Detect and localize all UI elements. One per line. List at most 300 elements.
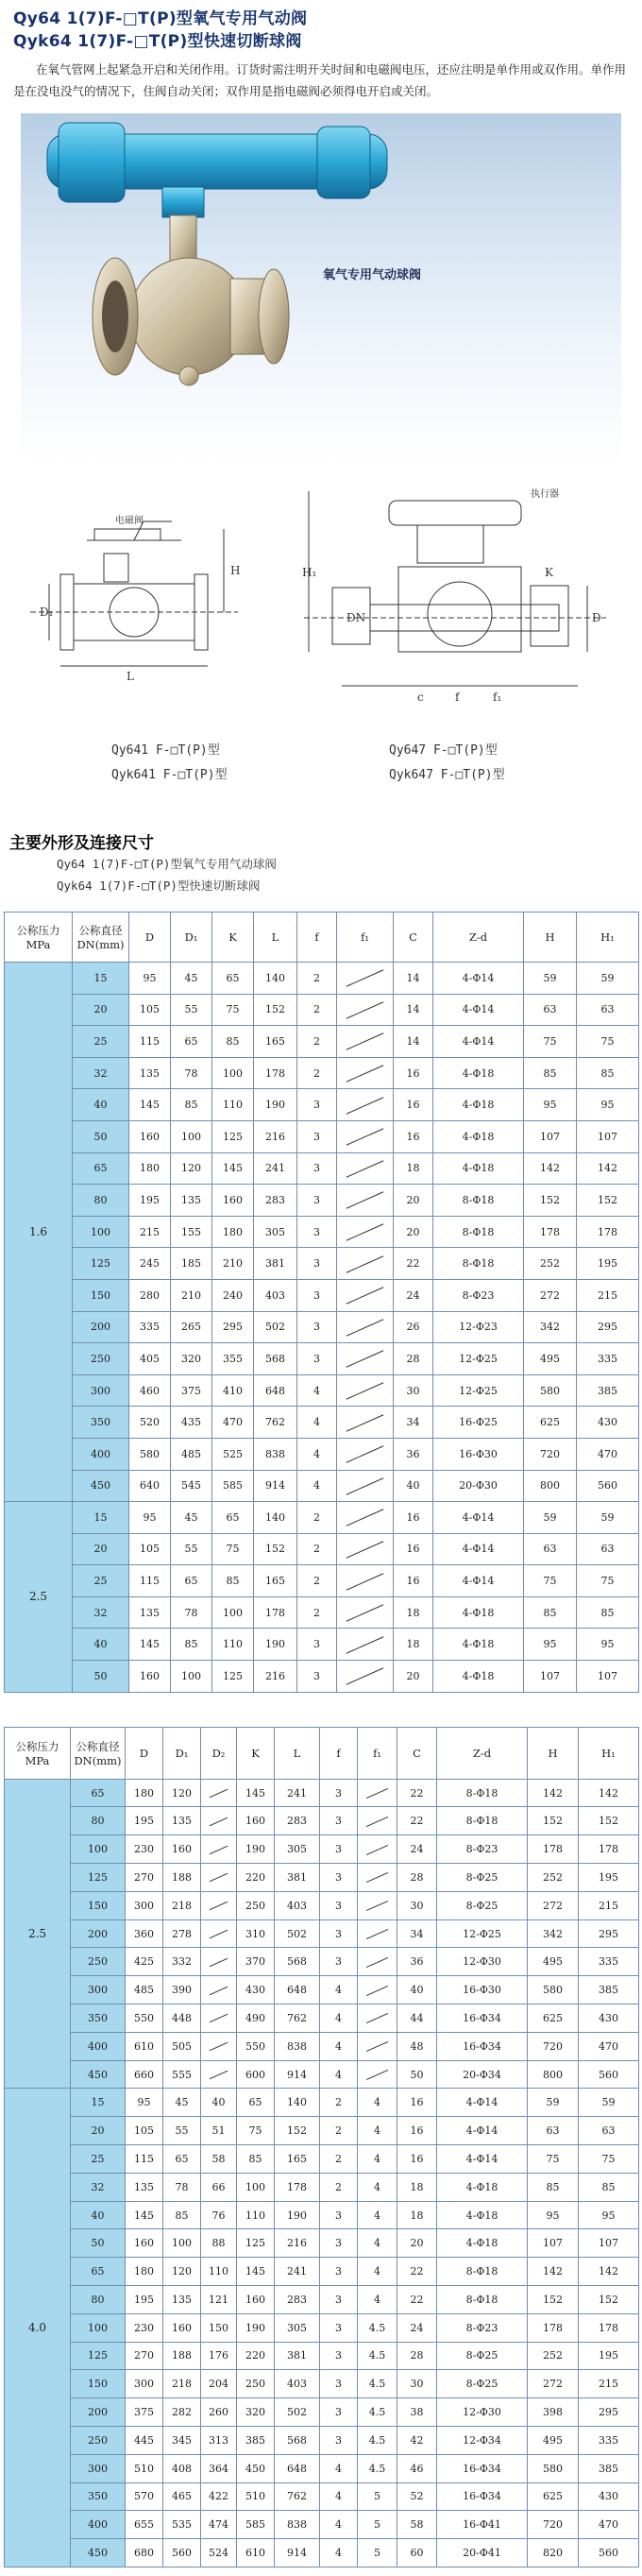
column-header: f xyxy=(320,1727,358,1779)
value-cell: 95 xyxy=(524,1629,577,1661)
value-cell: 150 xyxy=(201,2313,237,2342)
dn-cell: 300 xyxy=(73,1374,129,1407)
value-cell: 4-Φ14 xyxy=(433,1565,524,1597)
value-cell: 12-Φ25 xyxy=(433,1374,524,1407)
value-cell: 12-Φ30 xyxy=(437,2398,528,2427)
value-cell: 40 xyxy=(397,1976,437,2005)
pressure-group-cell: 1.6 xyxy=(5,963,73,1502)
value-cell: 250 xyxy=(237,2370,275,2398)
value-cell: 75 xyxy=(212,994,254,1026)
value-cell: 110 xyxy=(201,2258,237,2286)
value-cell: 4 xyxy=(358,2173,397,2201)
table-row xyxy=(5,2286,639,2314)
column-header: C xyxy=(394,913,433,963)
value-cell: 59 xyxy=(524,1502,577,1534)
value-cell: 3 xyxy=(320,2201,358,2229)
value-cell: 8-Φ18 xyxy=(433,1216,524,1248)
value-cell: 78 xyxy=(171,1596,212,1629)
value-cell: 283 xyxy=(275,1807,320,1835)
value-cell: 215 xyxy=(579,2370,639,2398)
value-cell: 410 xyxy=(212,1374,254,1407)
value-cell: 20 xyxy=(394,1185,433,1217)
value-cell: 18 xyxy=(394,1629,433,1661)
value-cell: 385 xyxy=(577,1374,639,1407)
column-header: Z-d xyxy=(433,913,524,963)
empty-slash-cell xyxy=(337,1407,394,1439)
table-row xyxy=(5,1661,639,1693)
dn-cell: 450 xyxy=(71,2060,126,2089)
dn-cell: 80 xyxy=(71,1807,126,1835)
value-cell: 914 xyxy=(275,2060,320,2089)
value-cell: 16 xyxy=(394,1057,433,1089)
value-cell: 140 xyxy=(254,1502,297,1534)
product-description: 在氧气管网上起紧急开启和关闭作用。订货时需注明开关时间和电磁阀电压，还应注明是单作用或双作用。单作用是在没电没气的情况下，住阀自动关闭；双作用是指电磁阀必须得电开启或关闭。 xyxy=(13,62,627,98)
value-cell: 195 xyxy=(577,1248,639,1280)
value-cell: 95 xyxy=(579,2201,639,2229)
value-cell: 560 xyxy=(579,2060,639,2089)
value-cell: 4 xyxy=(320,2454,358,2482)
value-cell: 8-Φ18 xyxy=(437,2258,528,2286)
value-cell: 16-Φ25 xyxy=(433,1407,524,1439)
drawing-left xyxy=(30,521,241,666)
empty-slash-cell xyxy=(337,1279,394,1311)
value-cell: 295 xyxy=(579,2398,639,2427)
value-cell: 85 xyxy=(528,2173,579,2201)
column-header: L xyxy=(254,913,297,963)
value-cell: 160 xyxy=(212,1185,254,1217)
value-cell: 8-Φ18 xyxy=(437,1779,528,1807)
value-cell: 76 xyxy=(201,2201,237,2229)
value-cell: 3 xyxy=(297,1661,337,1693)
value-cell: 385 xyxy=(579,2454,639,2482)
value-cell: 55 xyxy=(171,1533,212,1565)
value-cell: 525 xyxy=(212,1438,254,1470)
value-cell: 165 xyxy=(275,2145,320,2174)
value-cell: 4 xyxy=(320,2511,358,2539)
value-cell: 85 xyxy=(524,1596,577,1629)
value-cell: 3 xyxy=(320,2370,358,2398)
value-cell: 4 xyxy=(320,2482,358,2511)
dn-cell: 65 xyxy=(71,1779,126,1807)
value-cell: 448 xyxy=(163,2005,201,2033)
value-cell: 838 xyxy=(275,2511,320,2539)
value-cell: 107 xyxy=(577,1120,639,1152)
value-cell: 555 xyxy=(163,2060,201,2089)
value-cell: 95 xyxy=(524,1089,577,1121)
table-row xyxy=(5,2398,639,2427)
value-cell: 4.5 xyxy=(358,2342,397,2370)
empty-slash-cell xyxy=(337,1089,394,1121)
value-cell: 568 xyxy=(275,2426,320,2454)
table-row xyxy=(5,1026,639,1058)
value-cell: 26 xyxy=(394,1311,433,1343)
value-cell: 210 xyxy=(212,1248,254,1280)
value-cell: 430 xyxy=(577,1407,639,1439)
value-cell: 30 xyxy=(394,1374,433,1407)
value-cell: 4-Φ18 xyxy=(433,1661,524,1693)
empty-slash-cell xyxy=(337,1248,394,1280)
value-cell: 20-Φ30 xyxy=(433,1470,524,1502)
value-cell: 59 xyxy=(579,2089,639,2117)
drawing-right-caption-1: Qy647 F-□T(P)型 xyxy=(389,743,498,758)
dn-cell: 200 xyxy=(71,1919,126,1948)
value-cell: 252 xyxy=(524,1248,577,1280)
value-cell: 272 xyxy=(528,2370,579,2398)
value-cell: 4-Φ18 xyxy=(437,2201,528,2229)
value-cell: 40 xyxy=(394,1470,433,1502)
value-cell: 470 xyxy=(579,2511,639,2539)
value-cell: 63 xyxy=(579,2117,639,2145)
dn-cell: 25 xyxy=(71,2145,126,2174)
column-header: K xyxy=(212,913,254,963)
value-cell: 310 xyxy=(237,1919,275,1948)
empty-slash-cell xyxy=(337,1026,394,1058)
value-cell: 180 xyxy=(129,1152,171,1185)
value-cell: 65 xyxy=(171,1026,212,1058)
dn-cell: 250 xyxy=(71,1948,126,1976)
value-cell: 16-Φ34 xyxy=(437,2482,528,2511)
dn-cell: 300 xyxy=(71,1976,126,2005)
value-cell: 270 xyxy=(126,1864,163,1892)
value-cell: 381 xyxy=(254,1248,297,1280)
value-cell: 838 xyxy=(254,1438,297,1470)
empty-slash-cell xyxy=(201,1864,237,1892)
dn-cell: 25 xyxy=(73,1565,129,1597)
value-cell: 85 xyxy=(577,1596,639,1629)
table-row xyxy=(5,1835,639,1864)
value-cell: 4 xyxy=(358,2145,397,2174)
value-cell: 800 xyxy=(528,2060,579,2089)
value-cell: 178 xyxy=(254,1057,297,1089)
value-cell: 560 xyxy=(577,1470,639,1502)
value-cell: 78 xyxy=(171,1057,212,1089)
value-cell: 152 xyxy=(579,2286,639,2314)
table-row xyxy=(5,2005,639,2033)
value-cell: 55 xyxy=(171,994,212,1026)
value-cell: 30 xyxy=(397,1891,437,1919)
value-cell: 3 xyxy=(320,1919,358,1948)
table-row xyxy=(5,2313,639,2342)
value-cell: 4 xyxy=(297,1374,337,1407)
column-header: D xyxy=(129,913,171,963)
column-header: 公称压力 MPa xyxy=(5,1727,71,1779)
dn-cell: 150 xyxy=(73,1279,129,1311)
value-cell: 100 xyxy=(237,2173,275,2201)
value-cell: 145 xyxy=(129,1089,171,1121)
empty-slash-cell xyxy=(337,1152,394,1185)
value-cell: 375 xyxy=(126,2398,163,2427)
value-cell: 178 xyxy=(579,2313,639,2342)
table-row xyxy=(5,1311,639,1343)
value-cell: 22 xyxy=(397,1779,437,1807)
value-cell: 580 xyxy=(528,2454,579,2482)
value-cell: 398 xyxy=(528,2398,579,2427)
value-cell: 20 xyxy=(397,2229,437,2258)
value-cell: 85 xyxy=(212,1565,254,1597)
value-cell: 300 xyxy=(126,1891,163,1919)
value-cell: 16 xyxy=(394,1089,433,1121)
value-cell: 152 xyxy=(524,1185,577,1217)
value-cell: 270 xyxy=(126,2342,163,2370)
value-cell: 85 xyxy=(237,2145,275,2174)
value-cell: 580 xyxy=(129,1438,171,1470)
value-cell: 120 xyxy=(163,2258,201,2286)
table-row xyxy=(5,1248,639,1280)
value-cell: 8-Φ25 xyxy=(437,1864,528,1892)
value-cell: 52 xyxy=(397,2482,437,2511)
value-cell: 2 xyxy=(297,1596,337,1629)
value-cell: 135 xyxy=(171,1185,212,1217)
value-cell: 241 xyxy=(254,1152,297,1185)
value-cell: 160 xyxy=(163,2313,201,2342)
value-cell: 22 xyxy=(397,2286,437,2314)
value-cell: 125 xyxy=(212,1120,254,1152)
value-cell: 216 xyxy=(254,1120,297,1152)
column-header: f₁ xyxy=(337,913,394,963)
value-cell: 4 xyxy=(320,2060,358,2089)
dn-cell: 450 xyxy=(73,1470,129,1502)
value-cell: 550 xyxy=(126,2005,163,2033)
value-cell: 3 xyxy=(320,2426,358,2454)
dn-cell: 100 xyxy=(73,1216,129,1248)
column-header: D₂ xyxy=(201,1727,237,1779)
value-cell: 252 xyxy=(528,1864,579,1892)
value-cell: 95 xyxy=(528,2201,579,2229)
value-cell: 63 xyxy=(528,2117,579,2145)
product-photo-band xyxy=(21,113,621,463)
value-cell: 283 xyxy=(275,2286,320,2314)
value-cell: 4 xyxy=(358,2089,397,2117)
value-cell: 78 xyxy=(163,2173,201,2201)
table-row xyxy=(5,1407,639,1439)
dn-cell: 65 xyxy=(71,2258,126,2286)
empty-slash-cell xyxy=(358,2060,397,2089)
value-cell: 20-Φ34 xyxy=(437,2060,528,2089)
dn-cell: 80 xyxy=(71,2286,126,2314)
value-cell: 8-Φ23 xyxy=(433,1279,524,1311)
value-cell: 107 xyxy=(524,1661,577,1693)
value-cell: 135 xyxy=(163,2286,201,2314)
value-cell: 16 xyxy=(397,2145,437,2174)
value-cell: 4 xyxy=(320,1976,358,2005)
value-cell: 85 xyxy=(212,1026,254,1058)
column-header: L xyxy=(275,1727,320,1779)
product-title-1: Qy64 1(7)F-□T(P)型氧气专用气动阀 xyxy=(13,9,308,28)
column-header: 公称直径 DN(mm) xyxy=(73,913,129,963)
dim-label-H: H xyxy=(230,564,241,577)
value-cell: 3 xyxy=(297,1248,337,1280)
value-cell: 65 xyxy=(212,963,254,995)
value-cell: 272 xyxy=(528,1891,579,1919)
value-cell: 545 xyxy=(171,1470,212,1502)
value-cell: 430 xyxy=(579,2005,639,2033)
table-row xyxy=(5,1438,639,1470)
value-cell: 470 xyxy=(577,1438,639,1470)
technical-drawings xyxy=(21,463,621,803)
dim-label-f: f xyxy=(455,691,460,704)
value-cell: 2 xyxy=(297,1026,337,1058)
value-cell: 65 xyxy=(171,1565,212,1597)
empty-slash-cell xyxy=(358,2005,397,2033)
value-cell: 4-Φ14 xyxy=(437,2117,528,2145)
empty-slash-cell xyxy=(337,1185,394,1217)
column-header: H xyxy=(528,1727,579,1779)
value-cell: 4 xyxy=(297,1470,337,1502)
dn-cell: 65 xyxy=(73,1152,129,1185)
value-cell: 762 xyxy=(275,2005,320,2033)
value-cell: 625 xyxy=(524,1407,577,1439)
value-cell: 295 xyxy=(577,1311,639,1343)
value-cell: 580 xyxy=(528,1976,579,2005)
value-cell: 85 xyxy=(577,1057,639,1089)
value-cell: 107 xyxy=(524,1120,577,1152)
dim-label-solenoid: 电磁阀 xyxy=(115,516,144,526)
value-cell: 195 xyxy=(579,2342,639,2370)
dn-cell: 15 xyxy=(73,963,129,995)
column-header: H xyxy=(524,913,577,963)
value-cell: 4-Φ14 xyxy=(433,963,524,995)
value-cell: 45 xyxy=(171,963,212,995)
empty-slash-cell xyxy=(337,963,394,995)
value-cell: 145 xyxy=(129,1629,171,1661)
empty-slash-cell xyxy=(358,1948,397,1976)
value-cell: 105 xyxy=(126,2117,163,2145)
empty-slash-cell xyxy=(337,1596,394,1629)
value-cell: 176 xyxy=(201,2342,237,2370)
empty-slash-cell xyxy=(337,1470,394,1502)
value-cell: 720 xyxy=(524,1438,577,1470)
value-cell: 218 xyxy=(163,1891,201,1919)
table-row xyxy=(5,1152,639,1185)
value-cell: 355 xyxy=(212,1343,254,1375)
value-cell: 115 xyxy=(126,2145,163,2174)
value-cell: 16 xyxy=(394,1120,433,1152)
value-cell: 535 xyxy=(163,2511,201,2539)
drawing-right xyxy=(304,491,606,686)
value-cell: 820 xyxy=(528,2539,579,2567)
table-row xyxy=(5,2258,639,2286)
column-header: Z-d xyxy=(437,1727,528,1779)
value-cell: 160 xyxy=(237,1807,275,1835)
column-header: 公称直径 DN(mm) xyxy=(71,1727,126,1779)
value-cell: 655 xyxy=(126,2511,163,2539)
empty-slash-cell xyxy=(358,1891,397,1919)
dn-cell: 125 xyxy=(71,1864,126,1892)
value-cell: 4.5 xyxy=(358,2370,397,2398)
value-cell: 280 xyxy=(129,1279,171,1311)
value-cell: 4-Φ14 xyxy=(437,2089,528,2117)
value-cell: 568 xyxy=(275,1948,320,1976)
column-header: D xyxy=(126,1727,163,1779)
value-cell: 105 xyxy=(129,994,171,1026)
table-header-row xyxy=(5,913,639,963)
value-cell: 4-Φ14 xyxy=(433,1533,524,1565)
empty-slash-cell xyxy=(201,1976,237,2005)
empty-slash-cell xyxy=(201,2005,237,2033)
value-cell: 342 xyxy=(528,1919,579,1948)
table-row xyxy=(5,1596,639,1629)
value-cell: 4-Φ18 xyxy=(437,2229,528,2258)
value-cell: 178 xyxy=(579,1835,639,1864)
value-cell: 75 xyxy=(212,1533,254,1565)
value-cell: 16-Φ34 xyxy=(437,2032,528,2060)
value-cell: 648 xyxy=(275,1976,320,2005)
value-cell: 24 xyxy=(397,2313,437,2342)
value-cell: 250 xyxy=(237,1891,275,1919)
value-cell: 762 xyxy=(275,2482,320,2511)
value-cell: 105 xyxy=(129,1533,171,1565)
value-cell: 218 xyxy=(163,2370,201,2398)
value-cell: 502 xyxy=(275,2398,320,2427)
value-cell: 5 xyxy=(358,2511,397,2539)
value-cell: 3 xyxy=(320,1864,358,1892)
column-header: D₁ xyxy=(163,1727,201,1779)
value-cell: 165 xyxy=(254,1565,297,1597)
value-cell: 610 xyxy=(237,2539,275,2567)
empty-slash-cell xyxy=(337,994,394,1026)
value-cell: 8-Φ18 xyxy=(437,2286,528,2314)
value-cell: 4-Φ14 xyxy=(433,1502,524,1534)
value-cell: 215 xyxy=(579,1891,639,1919)
value-cell: 8-Φ23 xyxy=(437,2313,528,2342)
value-cell: 4-Φ18 xyxy=(437,2173,528,2201)
value-cell: 142 xyxy=(528,2258,579,2286)
value-cell: 8-Φ18 xyxy=(433,1248,524,1280)
table-row xyxy=(5,2173,639,2201)
value-cell: 16-Φ34 xyxy=(437,2454,528,2482)
value-cell: 190 xyxy=(275,2201,320,2229)
value-cell: 390 xyxy=(163,1976,201,2005)
value-cell: 241 xyxy=(275,2258,320,2286)
value-cell: 95 xyxy=(577,1629,639,1661)
value-cell: 4 xyxy=(358,2258,397,2286)
value-cell: 18 xyxy=(394,1596,433,1629)
table-row xyxy=(5,963,639,995)
value-cell: 5 xyxy=(358,2482,397,2511)
value-cell: 370 xyxy=(237,1948,275,1976)
empty-slash-cell xyxy=(201,2060,237,2089)
dim-label-K: K xyxy=(545,566,553,579)
column-header: H₁ xyxy=(577,913,639,963)
dn-cell: 20 xyxy=(71,2117,126,2145)
value-cell: 585 xyxy=(212,1470,254,1502)
dn-cell: 200 xyxy=(73,1311,129,1343)
value-cell: 38 xyxy=(397,2398,437,2427)
value-cell: 46 xyxy=(397,2454,437,2482)
value-cell: 215 xyxy=(129,1216,171,1248)
value-cell: 180 xyxy=(212,1216,254,1248)
value-cell: 16 xyxy=(394,1533,433,1565)
value-cell: 14 xyxy=(394,963,433,995)
value-cell: 2 xyxy=(297,994,337,1026)
value-cell: 495 xyxy=(524,1343,577,1375)
empty-slash-cell xyxy=(337,1343,394,1375)
pressure-group-cell: 2.5 xyxy=(5,1779,71,2089)
value-cell: 24 xyxy=(397,1835,437,1864)
value-cell: 59 xyxy=(577,1502,639,1534)
dn-cell: 300 xyxy=(71,2454,126,2482)
value-cell: 63 xyxy=(577,1533,639,1565)
value-cell: 282 xyxy=(163,2398,201,2427)
value-cell: 85 xyxy=(524,1057,577,1089)
value-cell: 55 xyxy=(163,2117,201,2145)
dn-cell: 200 xyxy=(71,2398,126,2427)
dn-cell: 125 xyxy=(73,1248,129,1280)
value-cell: 85 xyxy=(171,1629,212,1661)
value-cell: 2 xyxy=(320,2089,358,2117)
value-cell: 4 xyxy=(297,1438,337,1470)
value-cell: 160 xyxy=(129,1120,171,1152)
